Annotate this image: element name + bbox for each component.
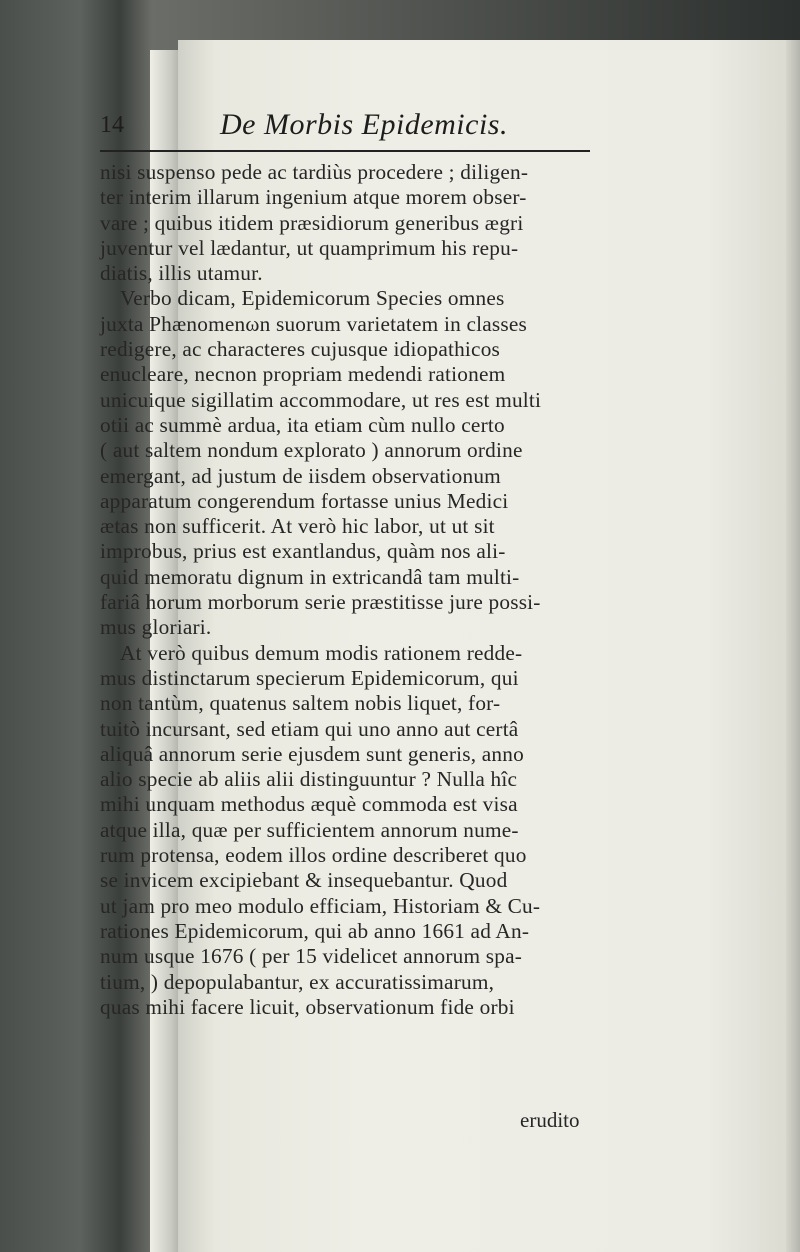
text-line: aliquâ annorum serie ejusdem sunt generis, anno bbox=[100, 741, 524, 766]
text-line: tium, ) depopulabantur, ex accuratissimarum, bbox=[100, 969, 495, 994]
paragraph bbox=[100, 160, 600, 286]
text-line: mus gloriari. bbox=[100, 615, 212, 640]
text-line: tuitò incursant, sed etiam qui uno anno aut certâ bbox=[100, 716, 519, 741]
text-line: redigere, ac characteres cujusque idiopathicos bbox=[100, 337, 501, 362]
text-line: atque illa, quæ per sufficientem annorum nume- bbox=[100, 817, 519, 842]
paragraph bbox=[100, 286, 600, 640]
text-line: ut jam pro meo modulo efficiam, Historiam & Cu- bbox=[100, 893, 541, 918]
text-line: ter interim illarum ingenium atque morem obser- bbox=[100, 185, 527, 210]
text-line: quid memoratu dignum in extricandâ tam multi- bbox=[100, 564, 520, 589]
text-line: vare ; quibus itidem præsidiorum generibus ægri bbox=[100, 210, 524, 235]
text-line: nisi suspenso pede ac tardiùs procedere ; diligen- bbox=[100, 160, 529, 184]
text-line: alio specie ab aliis alii distinguuntur ? Nulla hîc bbox=[100, 767, 518, 792]
page-number: 14 bbox=[100, 112, 124, 138]
text-line: diatis, illis utamur. bbox=[100, 261, 263, 286]
page-edge bbox=[786, 40, 800, 1252]
text-line: juventur vel lædantur, ut quamprimum his repu- bbox=[100, 235, 519, 260]
running-head bbox=[100, 108, 590, 148]
text-line: rationes Epidemicorum, qui ab anno 1661 ad An- bbox=[100, 918, 530, 943]
text-line: num usque 1676 ( per 15 videlicet annorum spa- bbox=[100, 944, 523, 969]
text-line: unicuique sigillatim accommodare, ut res est multi bbox=[100, 387, 542, 412]
text-line: Verbo dicam, Epidemicorum Species omnes bbox=[120, 286, 505, 311]
text-line: improbus, prius est exantlandus, quàm nos ali- bbox=[100, 539, 506, 564]
text-line: mus distinctarum specierum Epidemicorum, qui bbox=[100, 665, 519, 690]
text-line: emergant, ad justum de iisdem observationum bbox=[100, 463, 501, 488]
text-line: non tantùm, quatenus saltem nobis liquet, for- bbox=[100, 691, 501, 716]
text-line: mihi unquam methodus æquè commoda est visa bbox=[100, 792, 518, 817]
body-text bbox=[100, 160, 600, 1020]
text-line: enucleare, necnon propriam medendi rationem bbox=[100, 362, 506, 387]
header-rule bbox=[100, 150, 590, 152]
running-title: De Morbis Epidemicis. bbox=[220, 108, 508, 141]
text-line: At verò quibus demum modis rationem redde- bbox=[120, 640, 523, 665]
text-line: ætas non sufficerit. At verò hic labor, ut ut sit bbox=[100, 514, 495, 539]
text-line: juxta Phænomenωn suorum varietatem in classes bbox=[100, 311, 527, 336]
text-line: rum protensa, eodem illos ordine describeret quo bbox=[100, 843, 527, 868]
text-line: quas mihi facere licuit, observationum fide orbi bbox=[100, 994, 515, 1019]
text-line: otii ac summè ardua, ita etiam cùm nullo certo bbox=[100, 412, 505, 437]
paragraph bbox=[100, 641, 600, 1020]
text-line: ( aut saltem nondum explorato ) annorum ordine bbox=[100, 438, 523, 463]
text-line: fariâ horum morborum serie præstitisse jure possi- bbox=[100, 590, 541, 615]
text-line: apparatum congerendum fortasse unius Medici bbox=[100, 488, 509, 513]
text-line: se invicem excipiebant & insequebantur. Quod bbox=[100, 868, 508, 893]
catchword: erudito bbox=[520, 1108, 580, 1132]
